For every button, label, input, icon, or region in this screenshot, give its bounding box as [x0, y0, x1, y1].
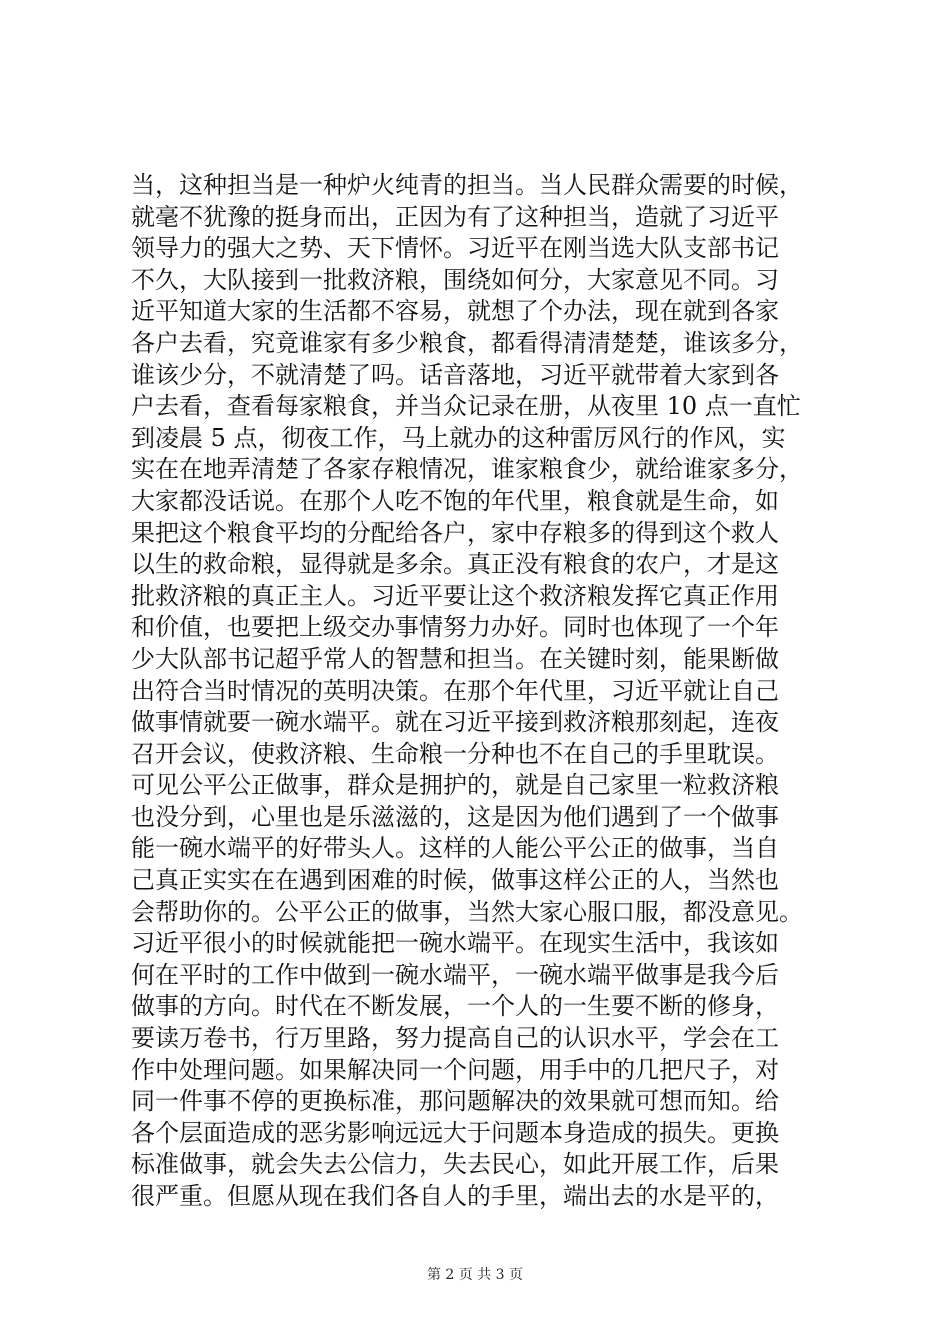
- text-line: 各个层面造成的恶劣影响远远大于问题本身造成的损失。更换: [131, 1118, 779, 1147]
- text-line: 谁该少分，不就清楚了吗。话音落地，习近平就带着大家到各: [131, 360, 779, 389]
- text-line: 批救济粮的真正主人。习近平要让这个救济粮发挥它真正作用: [131, 581, 779, 610]
- text-line: 近平知道大家的生活都不容易，就想了个办法，现在就到各家: [131, 297, 779, 326]
- text-line: 很严重。但愿从现在我们各自人的手里，端出去的水是平的，: [131, 1182, 779, 1210]
- text-line: 果把这个粮食平均的分配给各户，家中存粮多的得到这个救人: [131, 518, 779, 547]
- text-line: 同一件事不停的更换标准，那问题解决的效果就可想而知。给: [131, 1087, 779, 1116]
- text-line: 要读万卷书，行万里路，努力提高自己的认识水平，学会在工: [131, 1024, 779, 1053]
- text-line: 少大队部书记超乎常人的智慧和担当。在关键时刻，能果断做: [131, 644, 779, 673]
- text-line: 以生的救命粮，显得就是多余。真正没有粮食的农户，才是这: [131, 550, 779, 579]
- text-line: 何在平时的工作中做到一碗水端平，一碗水端平做事是我今后: [131, 960, 779, 989]
- text-line: 出符合当时情况的英明决策。在那个年代里，习近平就让自己: [131, 676, 779, 705]
- text-line: 实在在地弄清楚了各家存粮情况，谁家粮食少，就给谁家多分，: [131, 455, 803, 484]
- text-line: 能一碗水端平的好带头人。这样的人能公平公正的做事，当自: [131, 834, 779, 863]
- text-line: 到凌晨 5 点，彻夜工作，马上就办的这种雷厉风行的作风，实: [131, 423, 786, 452]
- text-line: 领导力的强大之势、天下情怀。习近平在刚当选大队支部书记: [131, 234, 779, 263]
- text-line: 和价值，也要把上级交办事情努力办好。同时也体现了一个年: [131, 613, 779, 642]
- text-line: 就毫不犹豫的挺身而出，正因为有了这种担当，造就了习近平: [131, 202, 779, 231]
- text-line: 己真正实实在在遇到困难的时候，做事这样公正的人，当然也: [131, 866, 779, 895]
- body-text: [131, 170, 831, 1213]
- text-line: 当，这种担当是一种炉火纯青的担当。当人民群众需要的时候，: [131, 171, 803, 199]
- page-footer: 第 2 页 共 3 页: [426, 1267, 524, 1283]
- text-line: 做事情就要一碗水端平。就在习近平接到救济粮那刻起，连夜: [131, 708, 779, 737]
- text-line: 也没分到，心里也是乐滋滋的，这是因为他们遇到了一个做事: [131, 802, 779, 831]
- text-line: 不久，大队接到一批救济粮，围绕如何分，大家意见不同。习: [131, 265, 779, 294]
- text-line: 做事的方向。时代在不断发展，一个人的一生要不断的修身，: [131, 992, 779, 1021]
- text-line: 会帮助你的。公平公正的做事，当然大家心服口服，都没意见。: [131, 897, 803, 926]
- text-line: 大家都没话说。在那个人吃不饱的年代里，粮食就是生命，如: [131, 486, 779, 515]
- text-line: 习近平很小的时候就能把一碗水端平。在现实生活中，我该如: [131, 929, 779, 958]
- text-line: 可见公平公正做事，群众是拥护的，就是自己家里一粒救济粮: [131, 771, 779, 800]
- text-line: 户去看，查看每家粮食，并当众记录在册，从夜里 10 点一直忙: [131, 392, 801, 421]
- text-line: 作中处理问题。如果解决同一个问题，用手中的几把尺子，对: [131, 1055, 779, 1084]
- text-line: 各户去看，究竟谁家有多少粮食，都看得清清楚楚，谁该多分，: [131, 328, 803, 357]
- text-line: 标准做事，就会失去公信力，失去民心，如此开展工作，后果: [131, 1150, 779, 1179]
- text-line: 召开会议，使救济粮、生命粮一分种也不在自己的手里耽误。: [131, 739, 779, 768]
